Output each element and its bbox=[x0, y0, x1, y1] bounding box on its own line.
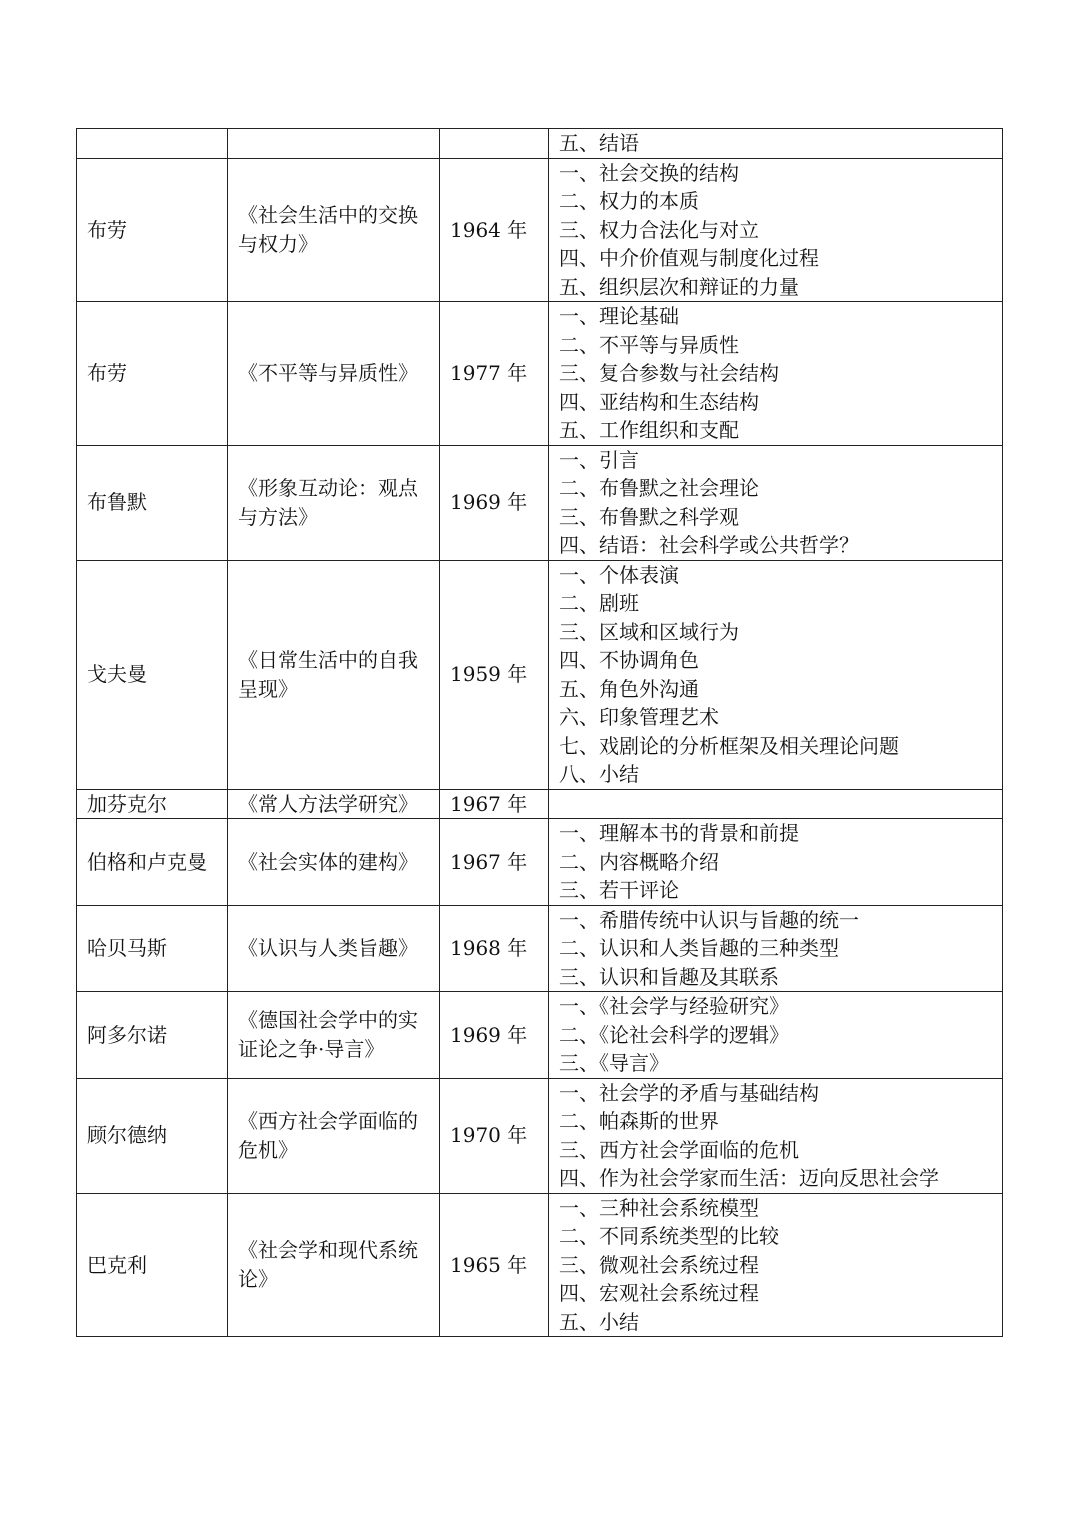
contents-item: 二、不同系统类型的比较 bbox=[559, 1224, 779, 1248]
contents-cell bbox=[549, 560, 1003, 789]
contents-cell bbox=[549, 992, 1003, 1079]
title-cell: 《不平等与异质性》 bbox=[228, 302, 440, 446]
table-body bbox=[77, 129, 1003, 1337]
table-row bbox=[77, 445, 1003, 560]
year-cell: 1968 年 bbox=[440, 905, 549, 992]
contents-item: 三、《导言》 bbox=[559, 1051, 669, 1075]
title-cell: 《认识与人类旨趣》 bbox=[228, 905, 440, 992]
contents-item: 二、《论社会科学的逻辑》 bbox=[559, 1022, 789, 1047]
table-row bbox=[77, 789, 1003, 819]
contents-item: 一、三种社会系统模型 bbox=[559, 1195, 759, 1220]
contents-cell bbox=[549, 302, 1003, 446]
contents-item: 二、认识和人类旨趣的三种类型 bbox=[559, 936, 839, 960]
contents-item: 三、若干评论 bbox=[559, 878, 679, 902]
contents-cell bbox=[549, 1193, 1003, 1337]
year-cell: 1977 年 bbox=[440, 302, 549, 446]
title-cell: 《常人方法学研究》 bbox=[228, 789, 440, 819]
contents-item: 三、微观社会系统过程 bbox=[559, 1252, 759, 1277]
contents-item: 二、权力的本质 bbox=[559, 189, 699, 213]
table-row bbox=[77, 819, 1003, 906]
contents-item: 一、《社会学与经验研究》 bbox=[559, 994, 789, 1018]
contents-item: 五、工作组织和支配 bbox=[559, 418, 739, 442]
year-cell bbox=[440, 129, 549, 159]
contents-item: 三、权力合法化与对立 bbox=[559, 217, 759, 242]
contents-item: 四、中介价值观与制度化过程 bbox=[559, 246, 819, 270]
contents-item: 二、不平等与异质性 bbox=[559, 332, 739, 357]
contents-item: 六、印象管理艺术 bbox=[559, 705, 719, 729]
contents-item: 三、布鲁默之科学观 bbox=[559, 504, 739, 529]
contents-cell bbox=[549, 158, 1003, 302]
year-cell: 1969 年 bbox=[440, 992, 549, 1079]
author-cell: 巴克利 bbox=[77, 1193, 228, 1337]
table-row bbox=[77, 560, 1003, 789]
author-cell: 伯格和卢克曼 bbox=[77, 819, 228, 906]
author-cell: 加芬克尔 bbox=[77, 789, 228, 819]
title-cell: 《西方社会学面临的危机》 bbox=[228, 1078, 440, 1193]
title-cell bbox=[228, 129, 440, 159]
contents-item: 二、帕森斯的世界 bbox=[559, 1109, 719, 1133]
year-cell: 1959 年 bbox=[440, 560, 549, 789]
contents-item: 一、社会学的矛盾与基础结构 bbox=[559, 1080, 819, 1105]
author-cell: 哈贝马斯 bbox=[77, 905, 228, 992]
author-cell: 阿多尔诺 bbox=[77, 992, 228, 1079]
contents-cell bbox=[549, 905, 1003, 992]
contents-item: 三、复合参数与社会结构 bbox=[559, 361, 779, 385]
contents-item: 四、亚结构和生态结构 bbox=[559, 389, 759, 414]
year-cell: 1964 年 bbox=[440, 158, 549, 302]
contents-item: 五、组织层次和辩证的力量 bbox=[559, 274, 799, 299]
contents-item: 三、认识和旨趣及其联系 bbox=[559, 964, 779, 989]
year-cell: 1969 年 bbox=[440, 445, 549, 560]
contents-item: 一、个体表演 bbox=[559, 562, 679, 587]
table-row bbox=[77, 1078, 1003, 1193]
contents-item: 五、角色外沟通 bbox=[559, 676, 699, 701]
contents-item: 四、结语：社会科学或公共哲学？ bbox=[559, 533, 859, 557]
contents-item: 三、西方社会学面临的危机 bbox=[559, 1137, 799, 1162]
contents-item: 三、区域和区域行为 bbox=[559, 619, 739, 644]
table-row bbox=[77, 1193, 1003, 1337]
year-cell: 1967 年 bbox=[440, 789, 549, 819]
contents-item: 八、小结 bbox=[559, 762, 639, 786]
title-cell: 《形象互动论：观点与方法》 bbox=[228, 445, 440, 560]
table-row bbox=[77, 129, 1003, 159]
contents-item: 七、戏剧论的分析框架及相关理论问题 bbox=[559, 733, 899, 758]
author-cell: 布劳 bbox=[77, 302, 228, 446]
title-cell: 《日常生活中的自我呈现》 bbox=[228, 560, 440, 789]
contents-item: 二、内容概略介绍 bbox=[559, 849, 719, 874]
title-cell: 《社会学和现代系统论》 bbox=[228, 1193, 440, 1337]
contents-cell bbox=[549, 819, 1003, 906]
contents-item: 一、希腊传统中认识与旨趣的统一 bbox=[559, 907, 859, 932]
contents-cell bbox=[549, 789, 1003, 819]
contents-item: 一、社会交换的结构 bbox=[559, 160, 739, 185]
contents-cell bbox=[549, 129, 1003, 159]
contents-item: 二、剧班 bbox=[559, 591, 639, 615]
contents-item: 四、宏观社会系统过程 bbox=[559, 1281, 759, 1305]
contents-item: 四、作为社会学家而生活：迈向反思社会学 bbox=[559, 1166, 939, 1190]
contents-item: 四、不协调角色 bbox=[559, 648, 699, 672]
title-cell: 《德国社会学中的实证论之争·导言》 bbox=[228, 992, 440, 1079]
year-cell: 1970 年 bbox=[440, 1078, 549, 1193]
contents-item: 一、理论基础 bbox=[559, 304, 679, 328]
title-cell: 《社会实体的建构》 bbox=[228, 819, 440, 906]
contents-cell bbox=[549, 1078, 1003, 1193]
table-row bbox=[77, 302, 1003, 446]
contents-cell bbox=[549, 445, 1003, 560]
author-cell: 布鲁默 bbox=[77, 445, 228, 560]
author-cell bbox=[77, 129, 228, 159]
contents-item: 五、结语 bbox=[559, 131, 639, 155]
book-table bbox=[76, 128, 1003, 1337]
title-cell: 《社会生活中的交换与权力》 bbox=[228, 158, 440, 302]
contents-item: 五、小结 bbox=[559, 1309, 639, 1334]
contents-item: 一、引言 bbox=[559, 447, 639, 472]
year-cell: 1965 年 bbox=[440, 1193, 549, 1337]
author-cell: 布劳 bbox=[77, 158, 228, 302]
table-row bbox=[77, 905, 1003, 992]
table-row bbox=[77, 158, 1003, 302]
year-cell: 1967 年 bbox=[440, 819, 549, 906]
table-row bbox=[77, 992, 1003, 1079]
author-cell: 顾尔德纳 bbox=[77, 1078, 228, 1193]
author-cell: 戈夫曼 bbox=[77, 560, 228, 789]
contents-item: 二、布鲁默之社会理论 bbox=[559, 476, 759, 500]
contents-item: 一、理解本书的背景和前提 bbox=[559, 821, 799, 845]
